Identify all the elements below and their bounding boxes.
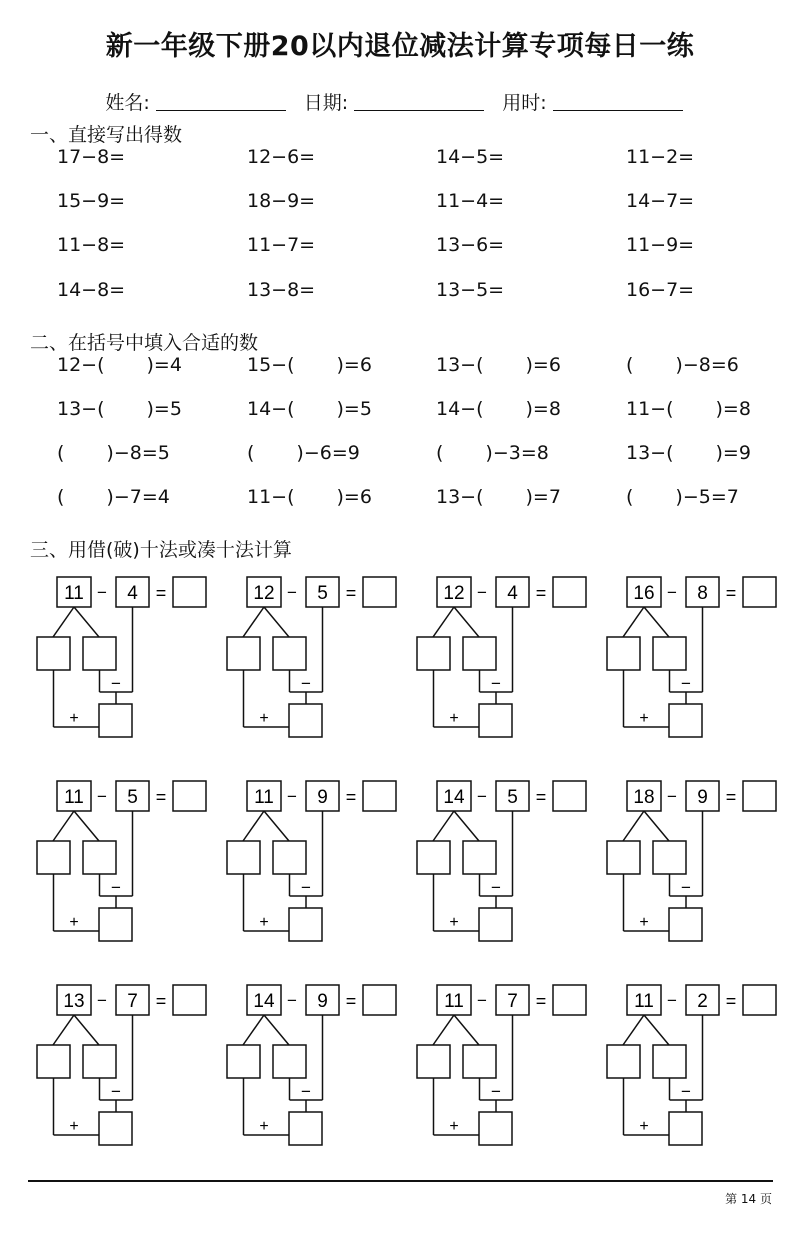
branch-line-left [433, 811, 454, 841]
problem-prefix: 11−( [626, 398, 674, 420]
section1-problem: 14−5= [436, 146, 505, 168]
subtract-sign: − [301, 878, 311, 897]
problem-prefix: 14−( [436, 398, 484, 420]
problem-prefix: 13−( [57, 398, 105, 420]
problem-prefix: 11−( [247, 486, 295, 508]
minus-sign: − [97, 583, 107, 602]
equals-sign: = [535, 787, 547, 807]
subtract-sign: − [491, 674, 501, 693]
subtract-sign: − [681, 674, 691, 693]
subtrahend-value: 2 [697, 991, 708, 1012]
subtract-sign: − [681, 1082, 691, 1101]
date-label: 日期: [303, 92, 349, 114]
problem-suffix: )=6 [525, 354, 561, 376]
minuend-value: 11 [634, 991, 654, 1012]
problem-suffix: )=8 [525, 398, 561, 420]
branch-line-left [243, 811, 264, 841]
decomposition-diagram [607, 577, 776, 737]
problem-prefix: ( [436, 442, 444, 464]
minuend-value: 13 [63, 991, 85, 1012]
section1-problem: 17−8= [57, 146, 126, 168]
answer-box[interactable] [173, 781, 206, 811]
branch-line-left [623, 1015, 644, 1045]
problem-suffix: )=8 [715, 398, 751, 420]
plus-sign: + [639, 710, 649, 727]
branch-line-right [264, 607, 289, 637]
problem-prefix: 13−( [436, 354, 484, 376]
section1-problem: 14−7= [626, 190, 695, 212]
answer-box[interactable] [743, 985, 776, 1015]
part-box-right[interactable] [463, 841, 496, 874]
decomposition-diagram [607, 781, 776, 941]
minuend-value: 16 [633, 583, 655, 604]
plus-sign: + [449, 1118, 459, 1135]
problem-suffix: )−7=4 [106, 486, 170, 508]
plus-sign: + [69, 1118, 79, 1135]
branch-line-right [644, 1015, 669, 1045]
branch-line-right [644, 811, 669, 841]
minuend-value: 11 [64, 583, 84, 604]
subtrahend-value: 5 [507, 787, 518, 808]
problem-prefix: ( [626, 486, 634, 508]
part-box-right[interactable] [463, 1045, 496, 1078]
equals-sign: = [725, 583, 737, 603]
subtract-sign: − [301, 1082, 311, 1101]
minus-sign: − [477, 991, 487, 1010]
page-number: 第 14 页 [725, 1192, 772, 1206]
answer-box[interactable] [553, 985, 586, 1015]
minus-sign: − [97, 787, 107, 806]
problem-suffix: )−5=7 [675, 486, 739, 508]
plus-sign: + [639, 914, 649, 931]
answer-box[interactable] [743, 577, 776, 607]
minuend-value: 14 [253, 991, 275, 1012]
branch-line-left [53, 607, 74, 637]
minus-sign: − [97, 991, 107, 1010]
subtrahend-value: 9 [317, 787, 328, 808]
equals-sign: = [155, 991, 167, 1011]
decomposition-diagram [227, 781, 396, 941]
branch-line-left [243, 607, 264, 637]
problem-suffix: )−6=9 [296, 442, 360, 464]
part-box-left[interactable] [227, 637, 260, 670]
minus-sign: − [477, 787, 487, 806]
subtrahend-value: 7 [127, 991, 138, 1012]
plus-sign: + [69, 710, 79, 727]
part-box-right[interactable] [273, 841, 306, 874]
part-box-right[interactable] [83, 841, 116, 874]
branch-line-right [74, 1015, 99, 1045]
problem-prefix: 15−( [247, 354, 295, 376]
equals-sign: = [345, 991, 357, 1011]
decomposition-diagram [227, 577, 396, 737]
intermediate-box[interactable] [289, 1112, 322, 1145]
section1-title: 一、直接写出得数 [30, 124, 183, 146]
part-box-right[interactable] [273, 637, 306, 670]
plus-sign: + [259, 1118, 269, 1135]
branch-line-right [74, 811, 99, 841]
minus-sign: − [287, 991, 297, 1010]
equals-sign: = [345, 583, 357, 603]
minuend-value: 11 [64, 787, 84, 808]
branch-line-left [53, 811, 74, 841]
branch-line-left [623, 811, 644, 841]
minuend-value: 11 [254, 787, 274, 808]
part-box-left[interactable] [37, 841, 70, 874]
part-box-left[interactable] [37, 1045, 70, 1078]
branch-line-right [74, 607, 99, 637]
minuend-value: 12 [443, 583, 465, 604]
answer-box[interactable] [743, 781, 776, 811]
minuend-value: 18 [633, 787, 655, 808]
problem-prefix: ( [626, 354, 634, 376]
equals-sign: = [345, 787, 357, 807]
branch-line-left [243, 1015, 264, 1045]
intermediate-box[interactable] [479, 1112, 512, 1145]
answer-box[interactable] [173, 985, 206, 1015]
problem-prefix: ( [247, 442, 255, 464]
problem-prefix: 13−( [436, 486, 484, 508]
intermediate-box[interactable] [479, 704, 512, 737]
equals-sign: = [725, 991, 737, 1011]
footer-divider [28, 1180, 773, 1182]
subtract-sign: − [111, 878, 121, 897]
time-label: 用时: [502, 92, 547, 114]
problem-suffix: )=5 [336, 398, 372, 420]
intermediate-box[interactable] [99, 908, 132, 941]
subtract-sign: − [681, 878, 691, 897]
intermediate-box[interactable] [99, 1112, 132, 1145]
subtrahend-value: 5 [317, 583, 328, 604]
decomposition-diagram [37, 577, 206, 737]
part-box-left[interactable] [227, 841, 260, 874]
part-box-left[interactable] [417, 841, 450, 874]
decomposition-diagram [37, 985, 206, 1145]
part-box-left[interactable] [37, 637, 70, 670]
problem-prefix: ( [57, 442, 65, 464]
part-box-right[interactable] [653, 841, 686, 874]
part-box-right[interactable] [463, 637, 496, 670]
problem-suffix: )=6 [336, 354, 372, 376]
section3-title: 三、用借(破)十法或凑十法计算 [30, 539, 292, 561]
part-box-left[interactable] [417, 637, 450, 670]
subtract-sign: − [491, 878, 501, 897]
problem-prefix: ( [57, 486, 65, 508]
decomposition-diagram [607, 985, 776, 1145]
plus-sign: + [449, 914, 459, 931]
plus-sign: + [259, 710, 269, 727]
minus-sign: − [477, 583, 487, 602]
subtract-sign: − [111, 1082, 121, 1101]
section1-problem: 12−6= [247, 146, 316, 168]
part-box-right[interactable] [653, 637, 686, 670]
intermediate-box[interactable] [669, 704, 702, 737]
branch-line-right [264, 1015, 289, 1045]
section1-problem: 11−7= [247, 234, 316, 256]
section1-problem: 16−7= [626, 279, 695, 301]
subtrahend-value: 8 [697, 583, 708, 604]
subtrahend-value: 4 [127, 583, 138, 604]
problem-prefix: 13−( [626, 442, 674, 464]
branch-line-left [433, 607, 454, 637]
problem-suffix: )=6 [336, 486, 372, 508]
part-box-left[interactable] [607, 841, 640, 874]
plus-sign: + [639, 1118, 649, 1135]
intermediate-box[interactable] [479, 908, 512, 941]
part-box-left[interactable] [417, 1045, 450, 1078]
problem-suffix: )=9 [715, 442, 751, 464]
subtrahend-value: 9 [317, 991, 328, 1012]
branch-line-left [623, 607, 644, 637]
intermediate-box[interactable] [669, 1112, 702, 1145]
answer-box[interactable] [363, 577, 396, 607]
minuend-value: 14 [443, 787, 465, 808]
decomposition-diagram [227, 985, 396, 1145]
problem-suffix: )=7 [525, 486, 561, 508]
problem-prefix: 14−( [247, 398, 295, 420]
problem-prefix: 12−( [57, 354, 105, 376]
equals-sign: = [535, 991, 547, 1011]
answer-box[interactable] [553, 577, 586, 607]
minuend-value: 11 [444, 991, 464, 1012]
problem-suffix: )=4 [146, 354, 182, 376]
branch-line-right [454, 811, 479, 841]
minuend-value: 12 [253, 583, 275, 604]
section1-problem: 13−5= [436, 279, 505, 301]
problem-suffix: )−3=8 [485, 442, 549, 464]
problem-suffix: )=5 [146, 398, 182, 420]
answer-box[interactable] [553, 781, 586, 811]
section1-problem: 14−8= [57, 279, 126, 301]
intermediate-box[interactable] [289, 704, 322, 737]
part-box-left[interactable] [607, 637, 640, 670]
minus-sign: − [667, 787, 677, 806]
subtrahend-value: 5 [127, 787, 138, 808]
equals-sign: = [155, 787, 167, 807]
answer-box[interactable] [363, 781, 396, 811]
subtrahend-value: 9 [697, 787, 708, 808]
subtract-sign: − [301, 674, 311, 693]
section1-problem: 11−2= [626, 146, 695, 168]
name-label: 姓名: [105, 92, 150, 114]
problem-suffix: )−8=6 [675, 354, 739, 376]
part-box-right[interactable] [83, 637, 116, 670]
decomposition-diagram [417, 781, 586, 941]
intermediate-box[interactable] [289, 908, 322, 941]
branch-line-left [433, 1015, 454, 1045]
answer-box[interactable] [173, 577, 206, 607]
branch-line-right [264, 811, 289, 841]
subtrahend-value: 7 [507, 991, 518, 1012]
section1-problem: 13−8= [247, 279, 316, 301]
part-box-right[interactable] [653, 1045, 686, 1078]
section1-problem: 15−9= [57, 190, 126, 212]
minus-sign: − [667, 583, 677, 602]
plus-sign: + [449, 710, 459, 727]
section1-problem: 11−4= [436, 190, 505, 212]
branch-line-right [454, 607, 479, 637]
equals-sign: = [725, 787, 737, 807]
subtract-sign: − [111, 674, 121, 693]
equals-sign: = [535, 583, 547, 603]
section1-problem: 11−9= [626, 234, 695, 256]
subtrahend-value: 4 [507, 583, 518, 604]
section2-title: 二、在括号中填入合适的数 [30, 332, 259, 354]
problem-suffix: )−8=5 [106, 442, 170, 464]
page-title: 新一年级下册20以内退位减法计算专项每日一练 [105, 31, 695, 62]
subtract-sign: − [491, 1082, 501, 1101]
part-box-right[interactable] [273, 1045, 306, 1078]
minus-sign: − [287, 583, 297, 602]
part-box-left[interactable] [607, 1045, 640, 1078]
plus-sign: + [69, 914, 79, 931]
equals-sign: = [155, 583, 167, 603]
branch-line-right [644, 607, 669, 637]
branch-line-left [53, 1015, 74, 1045]
section1-problem: 11−8= [57, 234, 126, 256]
minus-sign: − [287, 787, 297, 806]
section1-problem: 18−9= [247, 190, 316, 212]
branch-line-right [454, 1015, 479, 1045]
decomposition-diagram [417, 985, 586, 1145]
intermediate-box[interactable] [669, 908, 702, 941]
intermediate-box[interactable] [99, 704, 132, 737]
part-box-left[interactable] [227, 1045, 260, 1078]
section1-problem: 13−6= [436, 234, 505, 256]
minus-sign: − [667, 991, 677, 1010]
decomposition-diagram [37, 781, 206, 941]
decomposition-diagram [417, 577, 586, 737]
plus-sign: + [259, 914, 269, 931]
answer-box[interactable] [363, 985, 396, 1015]
part-box-right[interactable] [83, 1045, 116, 1078]
